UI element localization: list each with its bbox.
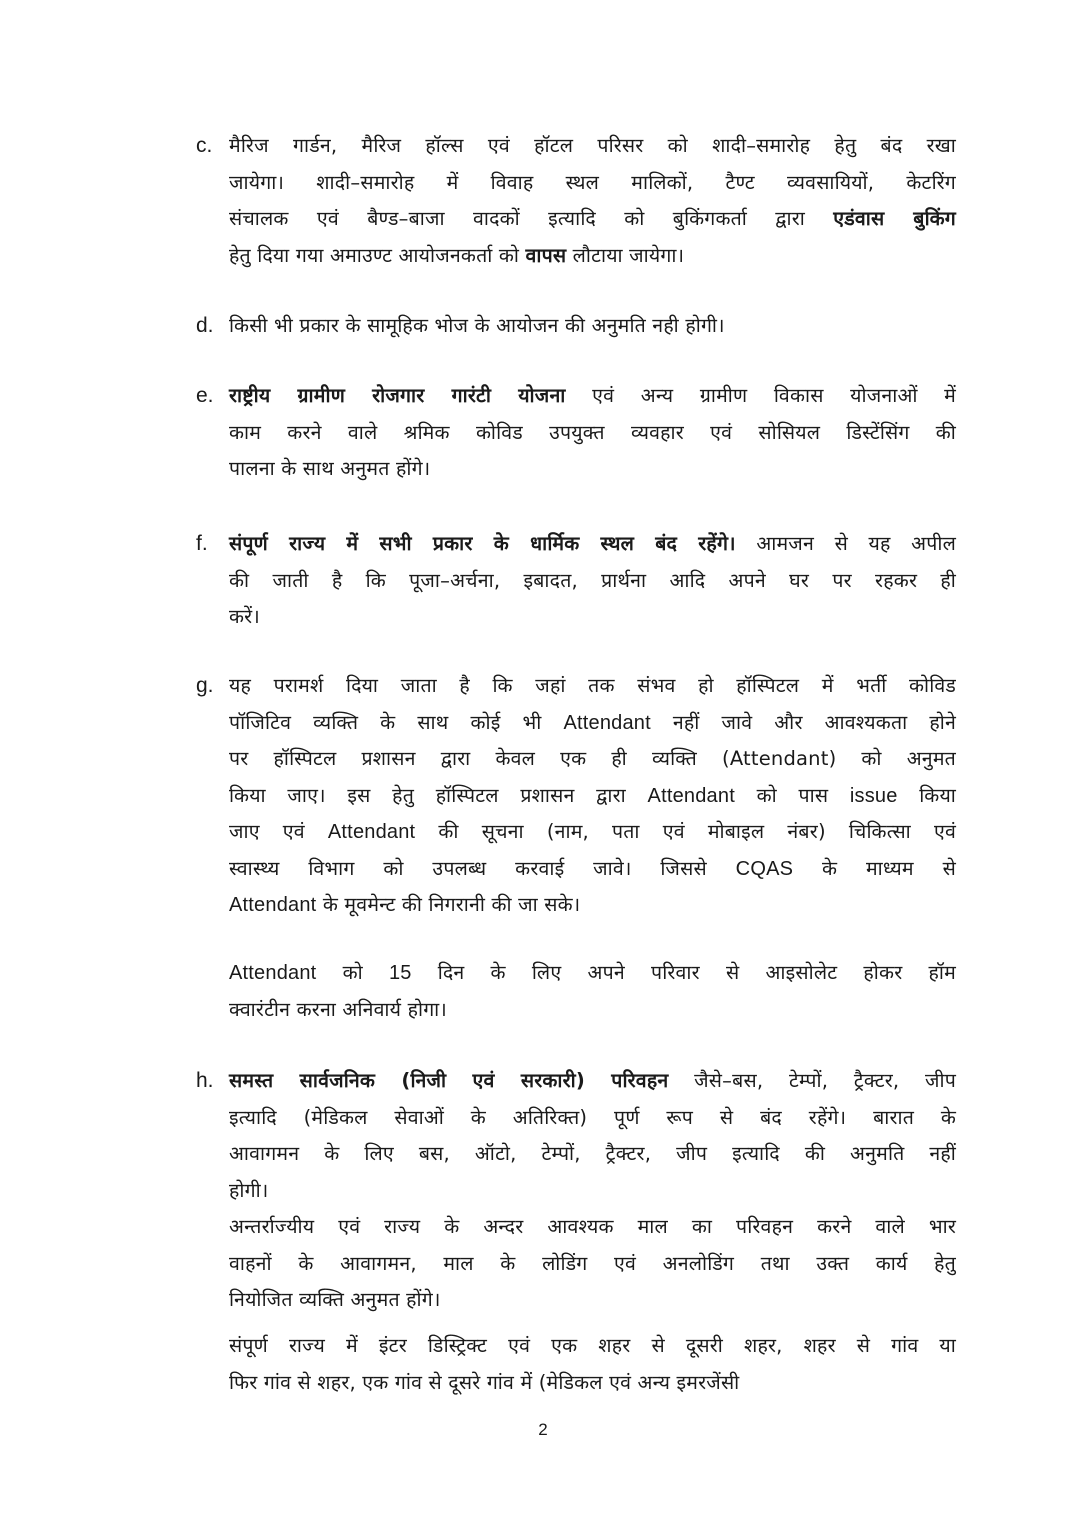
clause-text	[229, 955, 956, 1028]
text-run: के मूवमेन्ट की निगरानी की जा सके।	[316, 893, 581, 916]
clause-text	[229, 526, 956, 636]
text-run: नहीं जावे और आवश्यकता होने	[650, 710, 956, 734]
text-run: वाहनों के आवागमन, माल के लोडिंग एवं अनलोडिंग तथा उक्त कार्य हेतु	[229, 1251, 956, 1275]
text-run: जैसे–बस, टेम्पों, ट्रैक्टर, जीप	[668, 1069, 957, 1092]
clause-g-note	[196, 955, 956, 1028]
text-run: जायेगा। शादी–समारोह में विवाह स्थल मालिकों, टैण्ट व्यवसायियों, केटरिंग	[229, 170, 956, 194]
text-line	[229, 308, 956, 345]
clause-d	[196, 308, 956, 345]
latin-text: issue	[849, 784, 898, 807]
text-line	[229, 378, 956, 415]
text-run: करें।	[229, 605, 260, 628]
clause-text	[229, 668, 956, 924]
text-run: किया जाए। इस हेतु हॉस्पिटल प्रशासन द्वारा	[229, 783, 648, 807]
text-line	[229, 887, 956, 924]
text-line	[229, 599, 956, 636]
latin-text: Attendant	[647, 784, 735, 807]
clause-h-continued	[196, 1328, 956, 1401]
text-run: को पास	[734, 783, 850, 807]
text-line	[229, 814, 956, 851]
text-run: आवागमन के लिए बस, ऑटो, टेम्पों, ट्रैक्टर, जीप इत्यादि की अनुमति नहीं	[229, 1142, 956, 1165]
clause-marker: c.	[196, 134, 213, 157]
text-run: अन्तर्राज्यीय एवं राज्य के अन्दर आवश्यक माल का परिवहन करने वाले भार	[229, 1215, 956, 1238]
clause-f	[196, 526, 956, 636]
text-line	[229, 165, 956, 202]
text-line	[229, 992, 956, 1029]
text-line	[229, 955, 956, 992]
text-line	[229, 526, 956, 563]
latin-text: Attendant	[229, 894, 317, 916]
text-line	[229, 668, 956, 705]
text-run: आमजन से यह अपील	[735, 532, 956, 555]
text-run: संपूर्ण राज्य में इंटर डिस्ट्रिक्ट एवं एक शहर से दूसरी शहर, शहर से गांव या	[229, 1334, 956, 1357]
text-line	[229, 563, 956, 600]
text-run: नियोजित व्यक्ति अनुमत होंगे।	[229, 1288, 441, 1311]
text-line	[229, 238, 956, 275]
text-run: को	[316, 961, 389, 984]
text-run: संचालक एवं बैण्ड–बाजा वादकों इत्यादि को बुकिंगकर्ता द्वारा	[229, 207, 834, 230]
clause-marker: d.	[196, 314, 214, 337]
bold-text: राष्ट्रीय ग्रामीण रोजगार गारंटी योजना	[229, 384, 566, 407]
text-run: यह परामर्श दिया जाता है कि जहां तक संभव हो हॉस्पिटल में भर्ती कोविड	[229, 674, 956, 697]
text-run: स्वास्थ्य विभाग को उपलब्ध करवाई जावे। जिससे	[229, 856, 736, 880]
latin-text: 15	[388, 962, 412, 984]
text-line	[229, 778, 956, 815]
latin-text: Attendant	[563, 711, 651, 734]
clause-h	[196, 1063, 956, 1319]
text-line	[229, 741, 956, 778]
clause-c	[196, 128, 956, 274]
text-line	[229, 705, 956, 742]
latin-text: CQAS	[735, 857, 794, 880]
clause-text	[229, 1328, 956, 1401]
text-run: किया	[897, 783, 956, 807]
text-run: क्वारंटीन करना अनिवार्य होगा।	[229, 997, 448, 1021]
text-run: लौटाया जायेगा।	[566, 243, 685, 267]
text-line	[229, 1328, 956, 1365]
clause-g	[196, 668, 956, 924]
clause-marker: e.	[196, 384, 214, 407]
text-line	[229, 1063, 956, 1100]
page-number: 2	[538, 1420, 548, 1439]
text-run: की सूचना (नाम, पता एवं मोबाइल नंबर) चिकित्सा एवं	[415, 820, 956, 843]
bold-text: एडंवास बुकिंग	[833, 207, 956, 230]
text-line	[229, 851, 956, 888]
text-line	[229, 415, 956, 452]
text-line	[229, 1173, 956, 1210]
text-run: किसी भी प्रकार के सामूहिक भोज के आयोजन की अनुमति नही होगी।	[229, 314, 725, 337]
text-run: के माध्यम से	[793, 856, 956, 880]
clause-text	[229, 128, 956, 274]
text-run: पर हॉस्पिटल प्रशासन द्वारा केवल एक ही व्यक्ति (Attendant) को अनुमत	[229, 747, 956, 770]
text-line	[229, 1209, 956, 1246]
text-line	[229, 1282, 956, 1319]
text-run: दिन के लिए अपने परिवार से आइसोलेट होकर हॉम	[411, 961, 956, 984]
text-line	[229, 1246, 956, 1283]
clause-text	[229, 308, 956, 345]
text-run: फिर गांव से शहर, एक गांव से दूसरे गांव में (मेडिकल एवं अन्य इमरजेंसी	[229, 1370, 740, 1394]
text-line	[229, 128, 956, 165]
clause-text	[229, 378, 956, 488]
text-run: पॉजिटिव व्यक्ति के साथ कोई भी	[229, 710, 564, 734]
clause-marker: f.	[196, 532, 208, 555]
bold-text: समस्त सार्वजनिक (निजी एवं सरकारी) परिवहन	[229, 1069, 669, 1092]
latin-text: Attendant	[327, 821, 416, 843]
text-run: हेतु दिया गया अमाउण्ट आयोजनकर्ता को	[229, 243, 526, 267]
text-run: जाए एवं	[229, 820, 328, 843]
text-run: की जाती है कि पूजा–अर्चना, इबादत, प्रार्थना आदि अपने घर पर रहकर ही	[229, 568, 956, 592]
text-run: पालना के साथ अनुमत होंगे।	[229, 457, 431, 480]
bold-text: संपूर्ण राज्य में सभी प्रकार के धार्मिक स्थल बंद रहेंगे।	[229, 532, 736, 555]
text-line	[229, 451, 956, 488]
clause-marker: g.	[196, 674, 214, 697]
text-line	[229, 1365, 956, 1402]
text-run: मैरिज गार्डन, मैरिज हॉल्स एवं हॉटल परिसर को शादी–समारोह हेतु बंद रखा	[229, 134, 956, 157]
text-line	[229, 1136, 956, 1173]
bold-text: वापस	[525, 243, 567, 267]
text-run: इत्यादि (मेडिकल सेवाओं के अतिरिक्त) पूर्ण रूप से बंद रहेंगे। बारात के	[229, 1105, 956, 1129]
text-run: होगी।	[229, 1178, 269, 1202]
text-line	[229, 1100, 956, 1137]
text-run: एवं अन्य ग्रामीण विकास योजनाओं में	[565, 384, 957, 407]
text-run: काम करने वाले श्रमिक कोविड उपयुक्त व्यवहार एवं सोसियल डिस्टेंसिंग की	[229, 420, 956, 444]
clause-marker: h.	[196, 1069, 214, 1092]
text-line	[229, 201, 956, 238]
clause-text	[229, 1063, 956, 1319]
clause-e	[196, 378, 956, 488]
latin-text: Attendant	[229, 962, 317, 984]
